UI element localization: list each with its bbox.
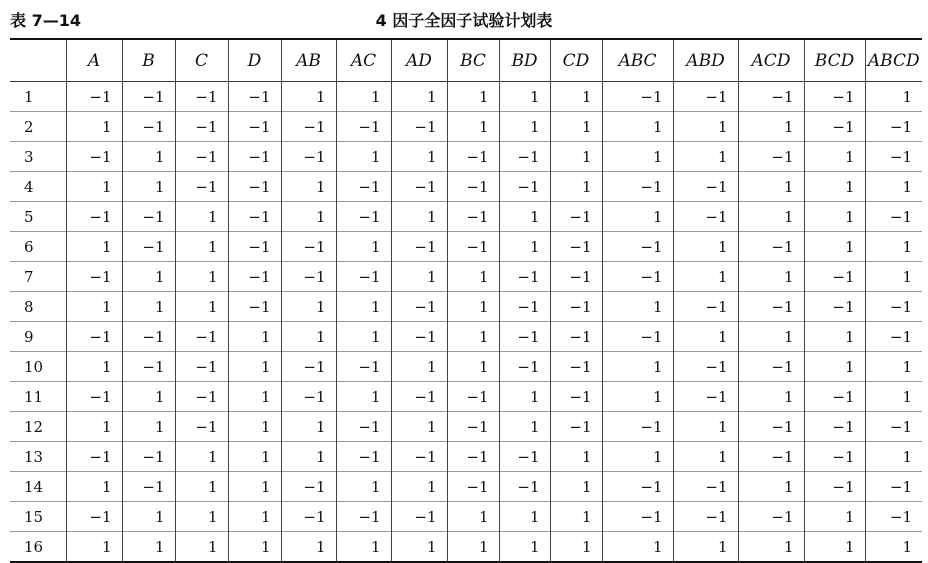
value-cell: −1 — [804, 292, 865, 322]
value-cell: 1 — [550, 142, 602, 172]
value-cell: 1 — [447, 262, 499, 292]
value-cell: 1 — [865, 532, 922, 563]
value-cell: −1 — [336, 412, 391, 442]
value-cell: −1 — [66, 382, 122, 412]
value-cell: −1 — [447, 172, 499, 202]
column-header-abd: ABD — [673, 39, 738, 82]
value-cell: −1 — [602, 262, 673, 292]
table-row — [10, 112, 922, 142]
column-header-ab: AB — [281, 39, 336, 82]
table-row — [10, 412, 922, 442]
value-cell: 1 — [499, 532, 550, 563]
value-cell: −1 — [447, 382, 499, 412]
value-cell: −1 — [391, 112, 447, 142]
value-cell: −1 — [550, 322, 602, 352]
value-cell: −1 — [550, 292, 602, 322]
value-cell: −1 — [175, 142, 228, 172]
value-cell: −1 — [738, 82, 804, 112]
value-cell: −1 — [122, 442, 175, 472]
value-cell: 1 — [391, 262, 447, 292]
value-cell: −1 — [865, 472, 922, 502]
table-row — [10, 292, 922, 322]
value-cell: −1 — [281, 232, 336, 262]
value-cell: −1 — [281, 262, 336, 292]
value-cell: 1 — [228, 502, 281, 532]
value-cell: 1 — [738, 112, 804, 142]
table-row — [10, 142, 922, 172]
value-cell: −1 — [865, 142, 922, 172]
value-cell: 1 — [499, 232, 550, 262]
value-cell: −1 — [738, 352, 804, 382]
run-number-cell: 8 — [24, 297, 34, 316]
value-cell: 1 — [122, 142, 175, 172]
value-cell: 1 — [281, 292, 336, 322]
value-cell: −1 — [122, 202, 175, 232]
value-cell: −1 — [602, 412, 673, 442]
value-cell: −1 — [804, 472, 865, 502]
value-cell: −1 — [738, 502, 804, 532]
value-cell: −1 — [804, 412, 865, 442]
value-cell: −1 — [673, 472, 738, 502]
column-header-abc: ABC — [602, 39, 673, 82]
value-cell: −1 — [550, 352, 602, 382]
value-cell: −1 — [602, 502, 673, 532]
value-cell: 1 — [66, 412, 122, 442]
column-header-d: D — [228, 39, 281, 82]
column-header-b: B — [122, 39, 175, 82]
value-cell: 1 — [281, 442, 336, 472]
value-cell: 1 — [447, 112, 499, 142]
value-cell: 1 — [122, 382, 175, 412]
value-cell: 1 — [804, 202, 865, 232]
value-cell: 1 — [673, 112, 738, 142]
value-cell: 1 — [175, 442, 228, 472]
value-cell: −1 — [391, 322, 447, 352]
value-cell: 1 — [447, 502, 499, 532]
value-cell: −1 — [804, 382, 865, 412]
value-cell: 1 — [391, 142, 447, 172]
value-cell: −1 — [738, 142, 804, 172]
value-cell: −1 — [228, 142, 281, 172]
value-cell: 1 — [673, 322, 738, 352]
value-cell: −1 — [122, 82, 175, 112]
value-cell: 1 — [175, 202, 228, 232]
column-header-ad: AD — [391, 39, 447, 82]
value-cell: −1 — [550, 412, 602, 442]
value-cell: −1 — [66, 142, 122, 172]
value-cell: 1 — [336, 472, 391, 502]
value-cell: −1 — [391, 292, 447, 322]
value-cell: 1 — [499, 502, 550, 532]
value-cell: −1 — [175, 352, 228, 382]
value-cell: 1 — [336, 382, 391, 412]
column-header-bcd: BCD — [804, 39, 865, 82]
value-cell: −1 — [336, 352, 391, 382]
value-cell: −1 — [673, 352, 738, 382]
value-cell: 1 — [447, 532, 499, 563]
value-cell: 1 — [447, 352, 499, 382]
value-cell: −1 — [499, 172, 550, 202]
table-number: 表 7—14 — [10, 11, 81, 30]
run-number-cell: 6 — [24, 237, 34, 256]
value-cell: −1 — [865, 202, 922, 232]
run-number-cell: 10 — [24, 357, 44, 376]
value-cell: 1 — [550, 472, 602, 502]
value-cell: −1 — [673, 82, 738, 112]
column-header-cd: CD — [550, 39, 602, 82]
table-row — [10, 82, 922, 112]
table-row — [10, 352, 922, 382]
value-cell: −1 — [738, 442, 804, 472]
value-cell: 1 — [122, 412, 175, 442]
value-cell: −1 — [281, 382, 336, 412]
table-caption — [10, 6, 918, 32]
column-header-abcd: ABCD — [865, 39, 922, 82]
value-cell: 1 — [66, 532, 122, 563]
value-cell: 1 — [738, 382, 804, 412]
value-cell: 1 — [804, 532, 865, 563]
value-cell: 1 — [602, 142, 673, 172]
value-cell: 1 — [336, 232, 391, 262]
value-cell: −1 — [336, 262, 391, 292]
value-cell: 1 — [175, 532, 228, 563]
value-cell: 1 — [738, 322, 804, 352]
value-cell: −1 — [122, 472, 175, 502]
value-cell: −1 — [66, 262, 122, 292]
table-row — [10, 502, 922, 532]
value-cell: 1 — [66, 292, 122, 322]
value-cell: 1 — [281, 172, 336, 202]
value-cell: −1 — [550, 202, 602, 232]
run-number-cell: 9 — [24, 327, 34, 346]
value-cell: 1 — [499, 112, 550, 142]
value-cell: 1 — [673, 232, 738, 262]
value-cell: 1 — [499, 412, 550, 442]
value-cell: 1 — [122, 532, 175, 563]
value-cell: −1 — [228, 262, 281, 292]
value-cell: −1 — [499, 472, 550, 502]
value-cell: 1 — [391, 82, 447, 112]
value-cell: −1 — [66, 442, 122, 472]
value-cell: 1 — [550, 442, 602, 472]
factorial-design-table — [10, 38, 922, 563]
table-row — [10, 202, 922, 232]
value-cell: −1 — [550, 232, 602, 262]
value-cell: −1 — [499, 262, 550, 292]
value-cell: 1 — [66, 232, 122, 262]
value-cell: 1 — [228, 322, 281, 352]
header-row — [10, 39, 922, 82]
value-cell: −1 — [673, 292, 738, 322]
value-cell: −1 — [447, 202, 499, 232]
value-cell: 1 — [804, 142, 865, 172]
value-cell: −1 — [281, 472, 336, 502]
value-cell: 1 — [738, 472, 804, 502]
table-row — [10, 472, 922, 502]
value-cell: 1 — [865, 82, 922, 112]
value-cell: −1 — [865, 292, 922, 322]
value-cell: 1 — [228, 352, 281, 382]
value-cell: 1 — [66, 112, 122, 142]
value-cell: 1 — [550, 172, 602, 202]
value-cell: −1 — [804, 112, 865, 142]
value-cell: 1 — [804, 232, 865, 262]
value-cell: −1 — [499, 442, 550, 472]
value-cell: −1 — [281, 352, 336, 382]
value-cell: −1 — [391, 232, 447, 262]
table-row — [10, 322, 922, 352]
value-cell: 1 — [391, 532, 447, 563]
value-cell: 1 — [738, 532, 804, 563]
value-cell: −1 — [499, 142, 550, 172]
value-cell: 1 — [228, 382, 281, 412]
value-cell: 1 — [228, 532, 281, 563]
value-cell: 1 — [175, 292, 228, 322]
value-cell: −1 — [738, 232, 804, 262]
value-cell: −1 — [738, 292, 804, 322]
column-header-c: C — [175, 39, 228, 82]
value-cell: −1 — [122, 112, 175, 142]
value-cell: −1 — [673, 502, 738, 532]
column-header-acd: ACD — [738, 39, 804, 82]
value-cell: 1 — [175, 262, 228, 292]
value-cell: −1 — [804, 82, 865, 112]
value-cell: 1 — [602, 352, 673, 382]
value-cell: −1 — [447, 472, 499, 502]
value-cell: 1 — [673, 262, 738, 292]
value-cell: 1 — [228, 472, 281, 502]
value-cell: 1 — [122, 172, 175, 202]
value-cell: −1 — [336, 112, 391, 142]
value-cell: −1 — [602, 322, 673, 352]
value-cell: 1 — [175, 232, 228, 262]
value-cell: 1 — [281, 322, 336, 352]
value-cell: −1 — [175, 172, 228, 202]
run-number-cell: 2 — [24, 117, 34, 136]
value-cell: 1 — [865, 382, 922, 412]
table-title: 4 因子全因子试验计划表 — [375, 11, 553, 30]
run-number-cell: 13 — [24, 447, 44, 466]
value-cell: 1 — [336, 532, 391, 563]
column-header-a: A — [66, 39, 122, 82]
value-cell: 1 — [804, 172, 865, 202]
value-cell: 1 — [865, 352, 922, 382]
value-cell: −1 — [336, 502, 391, 532]
value-cell: −1 — [738, 412, 804, 442]
run-number-cell: 3 — [24, 147, 34, 166]
value-cell: 1 — [447, 82, 499, 112]
table-row — [10, 442, 922, 472]
value-cell: 1 — [122, 502, 175, 532]
table-row — [10, 262, 922, 292]
table-row — [10, 532, 922, 563]
value-cell: −1 — [228, 82, 281, 112]
value-cell: 1 — [228, 412, 281, 442]
value-cell: −1 — [228, 232, 281, 262]
value-cell: 1 — [499, 82, 550, 112]
value-cell: 1 — [804, 502, 865, 532]
value-cell: 1 — [865, 262, 922, 292]
run-number-cell: 4 — [24, 177, 34, 196]
value-cell: −1 — [175, 322, 228, 352]
value-cell: 1 — [66, 172, 122, 202]
value-cell: 1 — [281, 412, 336, 442]
value-cell: −1 — [281, 112, 336, 142]
value-cell: −1 — [673, 202, 738, 232]
value-cell: −1 — [602, 82, 673, 112]
value-cell: −1 — [804, 262, 865, 292]
value-cell: −1 — [602, 172, 673, 202]
value-cell: −1 — [550, 382, 602, 412]
value-cell: −1 — [228, 112, 281, 142]
value-cell: 1 — [673, 532, 738, 563]
value-cell: 1 — [499, 202, 550, 232]
value-cell: 1 — [122, 292, 175, 322]
value-cell: −1 — [122, 322, 175, 352]
value-cell: −1 — [865, 412, 922, 442]
value-cell: 1 — [499, 382, 550, 412]
value-cell: 1 — [602, 382, 673, 412]
corner-header-cell — [10, 39, 66, 82]
value-cell: 1 — [391, 352, 447, 382]
value-cell: −1 — [175, 112, 228, 142]
value-cell: −1 — [804, 442, 865, 472]
value-cell: 1 — [550, 82, 602, 112]
value-cell: −1 — [122, 352, 175, 382]
value-cell: −1 — [228, 292, 281, 322]
value-cell: 1 — [391, 412, 447, 442]
value-cell: 1 — [175, 502, 228, 532]
value-cell: 1 — [447, 292, 499, 322]
value-cell: 1 — [122, 262, 175, 292]
column-header-bc: BC — [447, 39, 499, 82]
value-cell: 1 — [804, 322, 865, 352]
value-cell: 1 — [673, 142, 738, 172]
value-cell: 1 — [447, 322, 499, 352]
value-cell: −1 — [281, 502, 336, 532]
value-cell: 1 — [336, 322, 391, 352]
value-cell: −1 — [447, 232, 499, 262]
value-cell: 1 — [865, 172, 922, 202]
value-cell: 1 — [865, 232, 922, 262]
value-cell: 1 — [175, 472, 228, 502]
value-cell: −1 — [336, 172, 391, 202]
value-cell: −1 — [175, 412, 228, 442]
value-cell: −1 — [499, 322, 550, 352]
value-cell: 1 — [738, 172, 804, 202]
table-row — [10, 232, 922, 262]
run-number-cell: 12 — [24, 417, 44, 436]
value-cell: −1 — [175, 382, 228, 412]
value-cell: −1 — [336, 202, 391, 232]
value-cell: −1 — [499, 292, 550, 322]
value-cell: 1 — [673, 442, 738, 472]
value-cell: −1 — [175, 82, 228, 112]
value-cell: 1 — [602, 532, 673, 563]
value-cell: −1 — [602, 472, 673, 502]
value-cell: −1 — [66, 502, 122, 532]
column-header-bd: BD — [499, 39, 550, 82]
value-cell: −1 — [391, 172, 447, 202]
run-number-cell: 5 — [24, 207, 34, 226]
value-cell: −1 — [602, 232, 673, 262]
value-cell: 1 — [281, 532, 336, 563]
value-cell: −1 — [66, 322, 122, 352]
value-cell: 1 — [602, 292, 673, 322]
value-cell: 1 — [66, 352, 122, 382]
value-cell: −1 — [391, 442, 447, 472]
value-cell: 1 — [336, 82, 391, 112]
value-cell: 1 — [673, 412, 738, 442]
value-cell: 1 — [228, 442, 281, 472]
value-cell: −1 — [447, 142, 499, 172]
value-cell: −1 — [336, 442, 391, 472]
value-cell: −1 — [66, 82, 122, 112]
value-cell: 1 — [66, 472, 122, 502]
value-cell: 1 — [550, 532, 602, 563]
value-cell: 1 — [804, 352, 865, 382]
value-cell: 1 — [281, 202, 336, 232]
value-cell: 1 — [391, 472, 447, 502]
value-cell: 1 — [602, 202, 673, 232]
column-header-ac: AC — [336, 39, 391, 82]
value-cell: −1 — [447, 412, 499, 442]
value-cell: −1 — [281, 142, 336, 172]
value-cell: −1 — [865, 502, 922, 532]
value-cell: 1 — [281, 82, 336, 112]
value-cell: −1 — [391, 382, 447, 412]
value-cell: −1 — [673, 382, 738, 412]
run-number-cell: 7 — [24, 267, 34, 286]
value-cell: −1 — [499, 352, 550, 382]
run-number-cell: 16 — [24, 537, 44, 556]
table-row — [10, 172, 922, 202]
value-cell: −1 — [228, 202, 281, 232]
value-cell: −1 — [865, 322, 922, 352]
value-cell: −1 — [228, 172, 281, 202]
value-cell: 1 — [336, 292, 391, 322]
value-cell: 1 — [738, 262, 804, 292]
value-cell: 1 — [550, 502, 602, 532]
value-cell: 1 — [602, 112, 673, 142]
value-cell: −1 — [447, 442, 499, 472]
run-number-cell: 15 — [24, 507, 44, 526]
value-cell: −1 — [66, 202, 122, 232]
value-cell: −1 — [673, 172, 738, 202]
value-cell: 1 — [602, 442, 673, 472]
run-number-cell: 1 — [24, 87, 34, 106]
table-body — [10, 82, 922, 563]
run-number-cell: 11 — [24, 387, 44, 406]
value-cell: 1 — [865, 442, 922, 472]
value-cell: −1 — [391, 502, 447, 532]
value-cell: 1 — [391, 202, 447, 232]
table-row — [10, 382, 922, 412]
value-cell: −1 — [122, 232, 175, 262]
value-cell: −1 — [865, 112, 922, 142]
value-cell: −1 — [550, 262, 602, 292]
run-number-cell: 14 — [24, 477, 44, 496]
value-cell: 1 — [550, 112, 602, 142]
value-cell: 1 — [336, 142, 391, 172]
value-cell: 1 — [738, 202, 804, 232]
